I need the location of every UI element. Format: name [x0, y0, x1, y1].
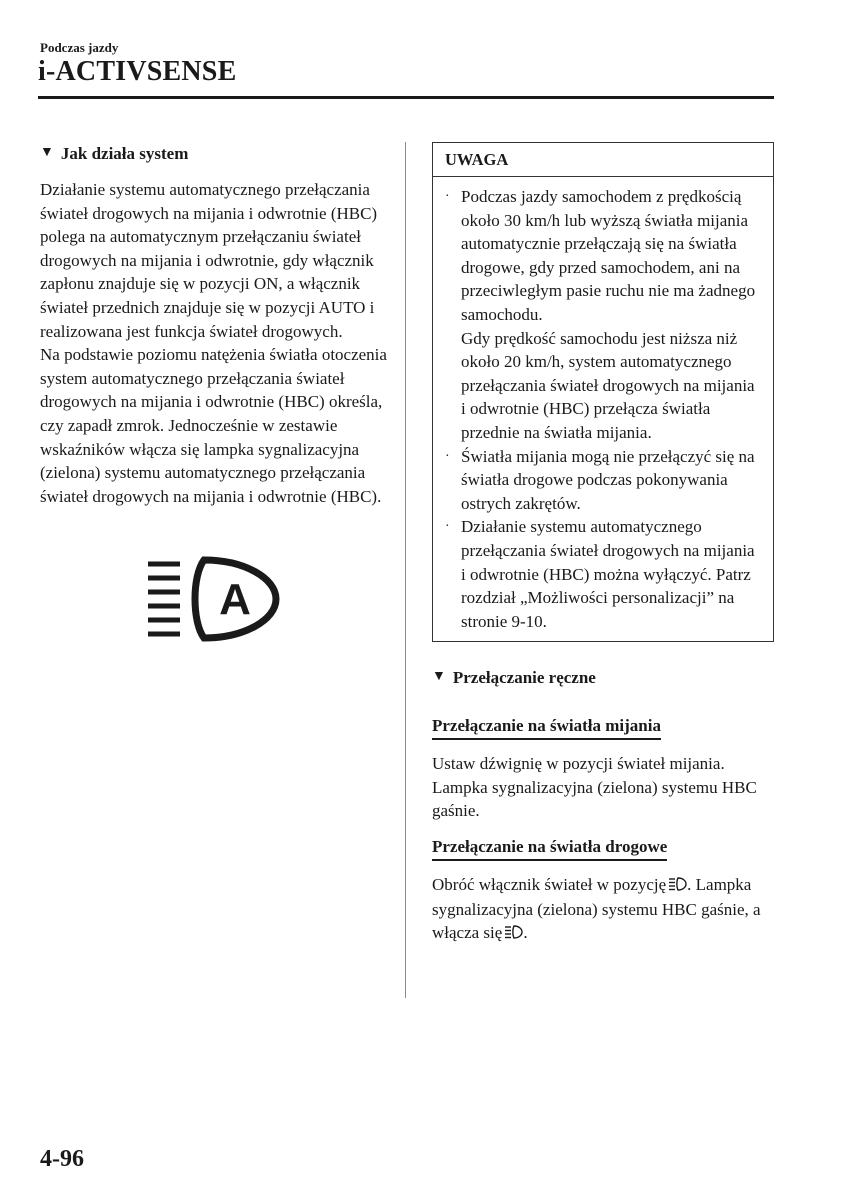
caution-item-text: Światła mijania mogą nie przełączyć się na światła drogowe podczas pokonywania ostrych zakrętów. — [461, 446, 755, 513]
section-label: Podczas jazdy — [40, 40, 119, 55]
triangle-down-icon: ▼ — [40, 145, 54, 160]
caution-item-text: Podczas jazdy samochodem z prędkością około 30 km/h lub wyższą światła mijania automatycznie przełączają się na światła drogowe, gdy przed samochodem, ani na przeciwległym pasie ruchu nie ma żadnego samochodu. — [461, 187, 756, 324]
triangle-down-icon: ▼ — [432, 669, 446, 685]
caution-title: UWAGA — [433, 143, 773, 177]
page-number: 4-96 — [40, 1146, 84, 1172]
caution-body — [433, 177, 773, 641]
how-it-works-paragraph-1: Działanie systemu automatycznego przełączania świateł drogowych na mijania i odwrotnie (HBC) polega na automatycznym przełączaniu świateł drogowych na mijania i odwrotnie, gdy włącznik zapłonu znajduje się w pozycji ON, a włącznik świateł przednich znajduje się w pozycji AUTO i realizowana jest funkcja świateł drogowych. — [40, 180, 378, 341]
caution-item — [445, 445, 763, 516]
how-it-works-paragraph-2: Na podstawie poziomu natężenia światła otoczenia system automatycznego przełączania świateł drogowych na mijania i odwrotnie (HBC) określa, czy zapadł zmrok. Jednocześnie w zestawie wskaźników włącza się lampka sygnalizacyjna (zielona) systemu automatycznego przełączania świateł drogowych na mijania i odwrotnie (HBC). — [40, 345, 387, 506]
high-beam-text-line1: Obróć włącznik świateł w pozycję — [432, 875, 667, 895]
manual-switching-section — [432, 668, 774, 946]
caution-item — [445, 515, 763, 633]
high-beam-subheading: Przełączanie na światła drogowe — [432, 837, 667, 861]
caution-item — [445, 327, 763, 445]
left-column — [40, 144, 390, 644]
svg-text:A: A — [219, 575, 251, 625]
low-beam-subheading: Przełączanie na światła mijania — [432, 716, 661, 740]
how-it-works-heading — [40, 144, 390, 164]
high-beam-icon — [669, 874, 687, 898]
bullet-icon: · — [445, 448, 450, 464]
high-beam-icon — [505, 922, 523, 946]
high-beam-text-line2: Lampka sygnalizacyjna (zielona) systemu HBC gaśnie, a włącza się — [432, 875, 761, 943]
caution-item-text: Gdy prędkość samochodu jest niższa niż około 20 km/h, system automatycznego przełączania świateł drogowych na mijania i odwrotnie (HBC) przełącza światła przednie na światła mijania. — [461, 328, 755, 442]
bullet-icon: · — [445, 519, 450, 535]
manual-switching-heading — [432, 668, 774, 688]
auto-high-beam-indicator-icon — [144, 554, 284, 644]
caution-item — [445, 185, 763, 327]
manual-switching-heading-text: Przełączanie ręczne — [452, 668, 596, 688]
caution-box — [432, 142, 774, 642]
page-title: i-ACTIVSENSE — [38, 56, 237, 87]
high-beam-text: Obróć włącznik świateł w pozycję . Lampka sygnalizacyjna (zielona) systemu HBC gaśnie, a włącza się . — [432, 873, 774, 946]
header-divider — [38, 96, 774, 99]
caution-item-text: Działanie systemu automatycznego przełączania świateł drogowych na mijania i odwrotnie (HBC) można wyłączyć. Patrz rozdział „Możliwości personalizacji” na stronie 9-10. — [461, 517, 755, 631]
column-divider — [405, 142, 406, 998]
right-column — [432, 142, 774, 946]
low-beam-text: Ustaw dźwignię w pozycji świateł mijania. Lampka sygnalizacyjna (zielona) systemu HBC gaśnie. — [432, 754, 757, 821]
how-it-works-heading-text: Jak działa system — [60, 144, 189, 163]
bullet-icon: · — [445, 189, 450, 204]
